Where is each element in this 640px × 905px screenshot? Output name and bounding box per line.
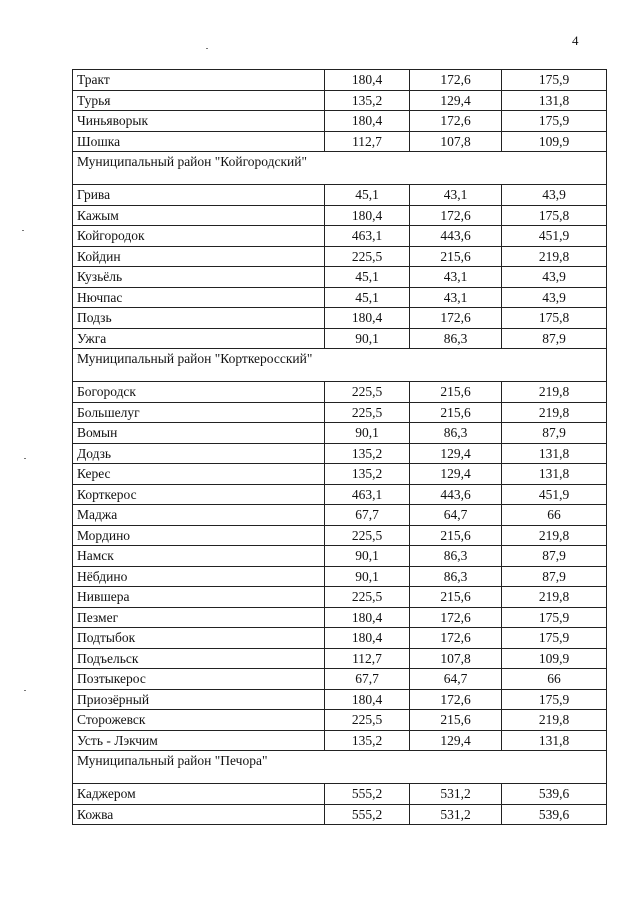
settlement-name-cell: Богородск [73, 382, 325, 403]
value-3-cell: 131,8 [502, 443, 607, 464]
value-2-cell: 172,6 [410, 689, 502, 710]
table-row [73, 505, 607, 526]
value-1-cell: 555,2 [325, 784, 410, 805]
table-row [73, 730, 607, 751]
table-row [73, 382, 607, 403]
table-row [73, 205, 607, 226]
value-2-cell: 86,3 [410, 566, 502, 587]
settlement-name-cell: Корткерос [73, 484, 325, 505]
table-row [73, 484, 607, 505]
value-2-cell: 215,6 [410, 710, 502, 731]
value-3-cell: 451,9 [502, 226, 607, 247]
table-row [73, 689, 607, 710]
settlement-name-cell: Вомын [73, 423, 325, 444]
value-2-cell: 215,6 [410, 246, 502, 267]
value-1-cell: 135,2 [325, 443, 410, 464]
section-title: Муниципальный район "Койгородский" [73, 152, 607, 185]
value-3-cell: 219,8 [502, 525, 607, 546]
value-1-cell: 45,1 [325, 287, 410, 308]
value-3-cell: 43,9 [502, 185, 607, 206]
value-1-cell: 135,2 [325, 464, 410, 485]
value-1-cell: 555,2 [325, 804, 410, 825]
table-row [73, 185, 607, 206]
value-2-cell: 531,2 [410, 784, 502, 805]
value-3-cell: 131,8 [502, 464, 607, 485]
table-row [73, 784, 607, 805]
value-2-cell: 172,6 [410, 308, 502, 329]
value-2-cell: 107,8 [410, 131, 502, 152]
value-1-cell: 225,5 [325, 246, 410, 267]
table-row [73, 804, 607, 825]
value-2-cell: 172,6 [410, 70, 502, 91]
value-1-cell: 180,4 [325, 70, 410, 91]
value-1-cell: 45,1 [325, 185, 410, 206]
value-3-cell: 87,9 [502, 328, 607, 349]
settlement-name-cell: Подтыбок [73, 628, 325, 649]
value-1-cell: 112,7 [325, 131, 410, 152]
value-2-cell: 86,3 [410, 423, 502, 444]
value-3-cell: 175,8 [502, 308, 607, 329]
settlement-name-cell: Подзь [73, 308, 325, 329]
value-3-cell: 539,6 [502, 784, 607, 805]
value-1-cell: 225,5 [325, 710, 410, 731]
value-3-cell: 175,9 [502, 70, 607, 91]
value-1-cell: 225,5 [325, 525, 410, 546]
value-2-cell: 443,6 [410, 484, 502, 505]
value-3-cell: 175,9 [502, 607, 607, 628]
value-2-cell: 129,4 [410, 464, 502, 485]
settlement-name-cell: Керес [73, 464, 325, 485]
value-2-cell: 215,6 [410, 525, 502, 546]
section-title: Муниципальный район "Печора" [73, 751, 607, 784]
value-1-cell: 90,1 [325, 423, 410, 444]
table-row [73, 464, 607, 485]
value-2-cell: 129,4 [410, 730, 502, 751]
settlement-name-cell: Кожва [73, 804, 325, 825]
settlement-name-cell: Большелуг [73, 402, 325, 423]
settlement-name-cell: Позтыкерос [73, 669, 325, 690]
value-2-cell: 172,6 [410, 205, 502, 226]
settlement-name-cell: Шошка [73, 131, 325, 152]
value-3-cell: 66 [502, 669, 607, 690]
value-3-cell: 109,9 [502, 648, 607, 669]
value-2-cell: 64,7 [410, 505, 502, 526]
section-header-row [73, 751, 607, 784]
value-1-cell: 180,4 [325, 628, 410, 649]
value-3-cell: 87,9 [502, 423, 607, 444]
value-1-cell: 135,2 [325, 90, 410, 111]
table-row [73, 131, 607, 152]
scan-speck [22, 230, 24, 231]
value-2-cell: 443,6 [410, 226, 502, 247]
value-3-cell: 43,9 [502, 287, 607, 308]
settlement-name-cell: Приозёрный [73, 689, 325, 710]
value-2-cell: 531,2 [410, 804, 502, 825]
settlement-name-cell: Ужга [73, 328, 325, 349]
value-3-cell: 87,9 [502, 546, 607, 567]
table-row [73, 423, 607, 444]
value-2-cell: 107,8 [410, 648, 502, 669]
table-row [73, 226, 607, 247]
value-1-cell: 67,7 [325, 669, 410, 690]
value-3-cell: 131,8 [502, 730, 607, 751]
settlement-name-cell: Додзь [73, 443, 325, 464]
value-2-cell: 43,1 [410, 185, 502, 206]
value-1-cell: 225,5 [325, 587, 410, 608]
value-3-cell: 175,9 [502, 689, 607, 710]
value-3-cell: 175,8 [502, 205, 607, 226]
value-3-cell: 66 [502, 505, 607, 526]
settlement-name-cell: Турья [73, 90, 325, 111]
table-row [73, 669, 607, 690]
value-1-cell: 112,7 [325, 648, 410, 669]
value-1-cell: 90,1 [325, 566, 410, 587]
table-row [73, 287, 607, 308]
table-row [73, 267, 607, 288]
value-3-cell: 109,9 [502, 131, 607, 152]
table-row [73, 710, 607, 731]
value-1-cell: 225,5 [325, 402, 410, 423]
settlement-name-cell: Кузьёль [73, 267, 325, 288]
value-2-cell: 43,1 [410, 267, 502, 288]
settlement-name-cell: Маджа [73, 505, 325, 526]
settlement-name-cell: Пезмег [73, 607, 325, 628]
settlement-name-cell: Нёбдино [73, 566, 325, 587]
value-3-cell: 43,9 [502, 267, 607, 288]
page-number: 4 [572, 33, 579, 48]
settlement-name-cell: Тракт [73, 70, 325, 91]
table-row [73, 308, 607, 329]
value-1-cell: 67,7 [325, 505, 410, 526]
value-2-cell: 172,6 [410, 111, 502, 132]
table-row [73, 246, 607, 267]
settlement-name-cell: Сторожевск [73, 710, 325, 731]
settlement-name-cell: Намск [73, 546, 325, 567]
scan-speck [206, 48, 208, 49]
table-row [73, 525, 607, 546]
section-header-row [73, 349, 607, 382]
value-3-cell: 219,8 [502, 246, 607, 267]
value-1-cell: 45,1 [325, 267, 410, 288]
value-3-cell: 219,8 [502, 587, 607, 608]
settlement-name-cell: Грива [73, 185, 325, 206]
value-1-cell: 180,4 [325, 607, 410, 628]
value-1-cell: 463,1 [325, 226, 410, 247]
value-2-cell: 86,3 [410, 546, 502, 567]
value-1-cell: 90,1 [325, 328, 410, 349]
settlement-name-cell: Каджером [73, 784, 325, 805]
value-3-cell: 219,8 [502, 402, 607, 423]
settlement-name-cell: Нючпас [73, 287, 325, 308]
table-row [73, 402, 607, 423]
value-2-cell: 86,3 [410, 328, 502, 349]
value-1-cell: 90,1 [325, 546, 410, 567]
value-3-cell: 175,9 [502, 111, 607, 132]
table-body [73, 70, 607, 825]
table-row [73, 90, 607, 111]
value-3-cell: 131,8 [502, 90, 607, 111]
value-2-cell: 215,6 [410, 587, 502, 608]
value-3-cell: 539,6 [502, 804, 607, 825]
table-row [73, 70, 607, 91]
scan-speck [24, 458, 26, 459]
settlement-name-cell: Чиньяворык [73, 111, 325, 132]
value-2-cell: 215,6 [410, 402, 502, 423]
value-1-cell: 180,4 [325, 689, 410, 710]
value-1-cell: 225,5 [325, 382, 410, 403]
value-1-cell: 180,4 [325, 111, 410, 132]
settlement-name-cell: Кажым [73, 205, 325, 226]
settlement-name-cell: Подъельск [73, 648, 325, 669]
value-3-cell: 219,8 [502, 710, 607, 731]
table-row [73, 587, 607, 608]
settlement-name-cell: Мордино [73, 525, 325, 546]
value-3-cell: 219,8 [502, 382, 607, 403]
table-row [73, 111, 607, 132]
table-row [73, 443, 607, 464]
settlements-table [72, 69, 607, 825]
value-2-cell: 172,6 [410, 607, 502, 628]
section-title: Муниципальный район "Корткеросский" [73, 349, 607, 382]
settlement-name-cell: Нившера [73, 587, 325, 608]
value-2-cell: 129,4 [410, 90, 502, 111]
value-1-cell: 180,4 [325, 308, 410, 329]
settlement-name-cell: Койдин [73, 246, 325, 267]
table-row [73, 607, 607, 628]
value-1-cell: 180,4 [325, 205, 410, 226]
table-row [73, 566, 607, 587]
value-1-cell: 463,1 [325, 484, 410, 505]
value-1-cell: 135,2 [325, 730, 410, 751]
value-2-cell: 43,1 [410, 287, 502, 308]
section-header-row [73, 152, 607, 185]
value-2-cell: 129,4 [410, 443, 502, 464]
table-row [73, 648, 607, 669]
value-3-cell: 451,9 [502, 484, 607, 505]
value-3-cell: 87,9 [502, 566, 607, 587]
settlement-name-cell: Усть - Лэкчим [73, 730, 325, 751]
table-row [73, 546, 607, 567]
settlement-name-cell: Койгородок [73, 226, 325, 247]
value-2-cell: 215,6 [410, 382, 502, 403]
value-3-cell: 175,9 [502, 628, 607, 649]
value-2-cell: 64,7 [410, 669, 502, 690]
scan-speck [24, 690, 26, 691]
table-row [73, 628, 607, 649]
value-2-cell: 172,6 [410, 628, 502, 649]
table-row [73, 328, 607, 349]
